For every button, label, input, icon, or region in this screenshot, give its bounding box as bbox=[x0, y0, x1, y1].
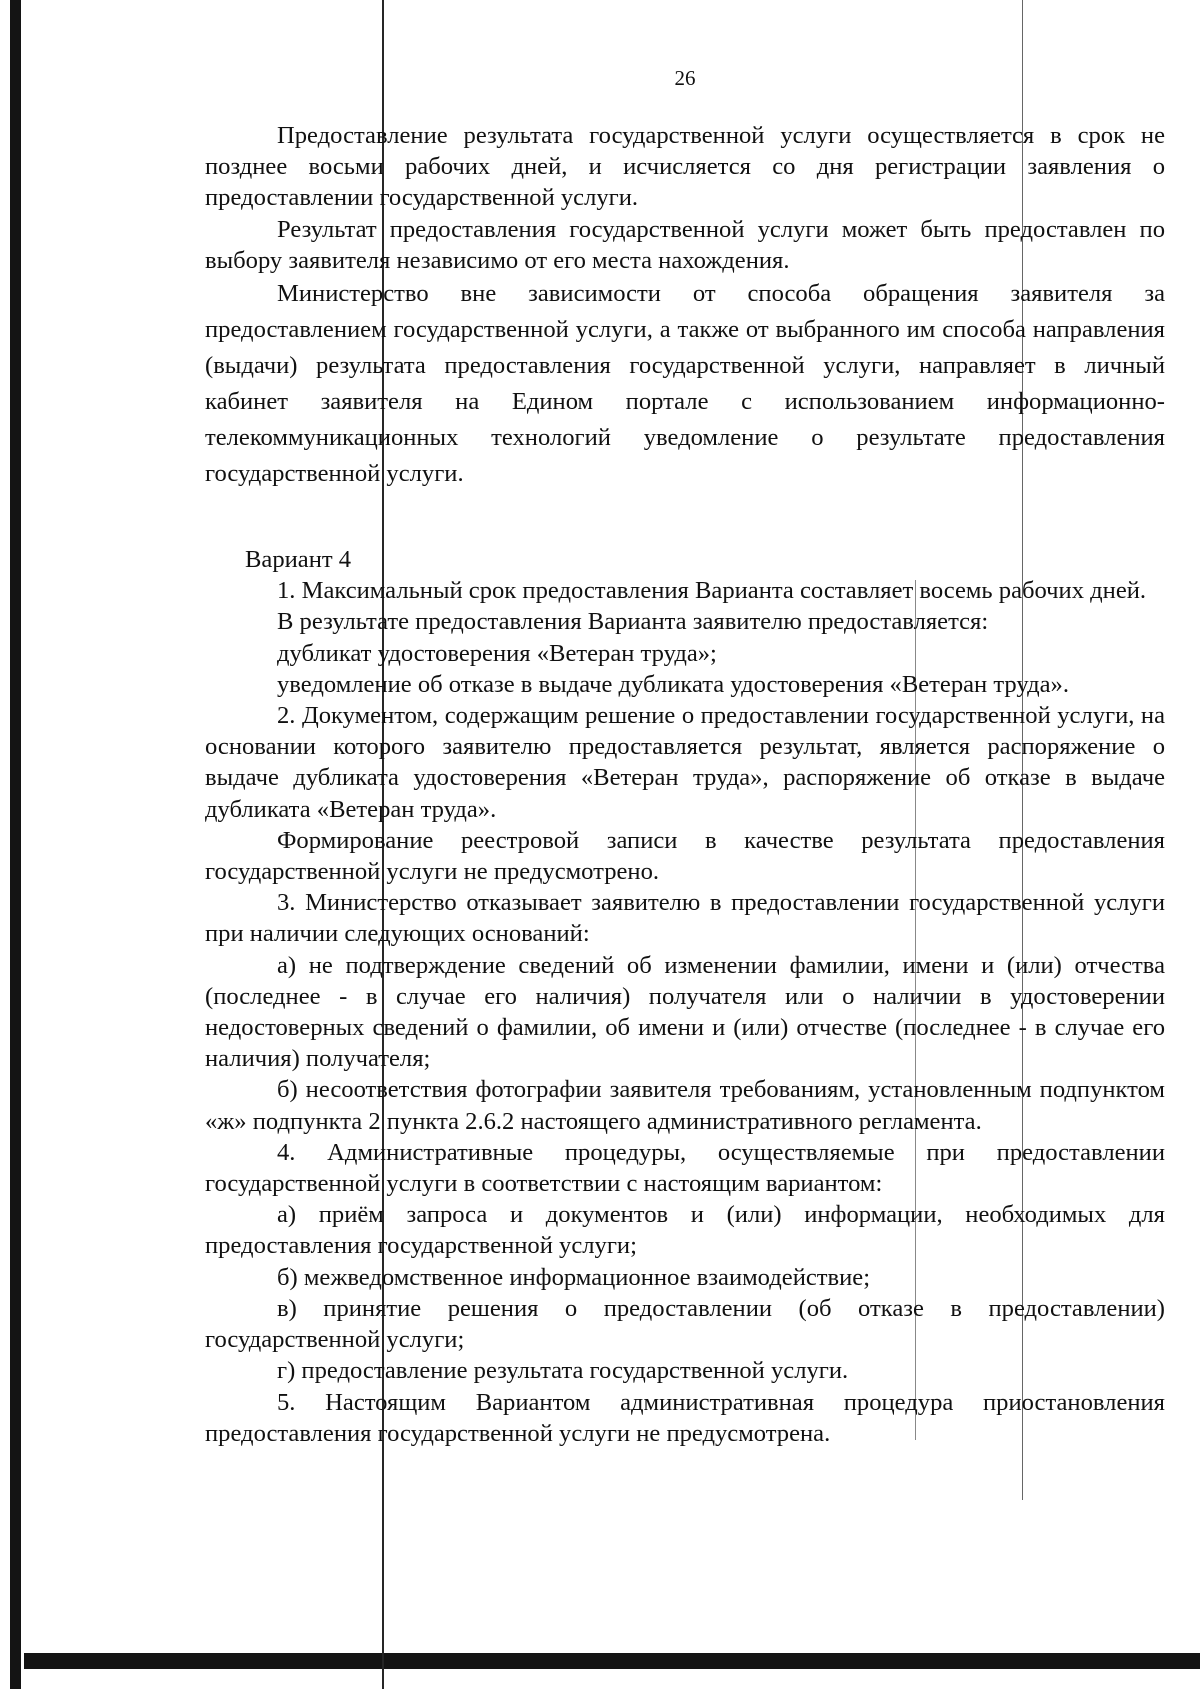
paragraph: уведомление об отказе в выдаче дубликата удостоверения «Ветеран труда». bbox=[277, 670, 1069, 698]
section-heading: Вариант 4 bbox=[245, 546, 352, 574]
page-number: 26 bbox=[674, 66, 696, 90]
paragraph: В результате предоставления Варианта заявителю предоставляется: bbox=[277, 608, 989, 636]
paragraph: Результат предоставления государственной услуги может быть предоставлен по выбору заявителя независимо от его места нахождения. bbox=[205, 215, 1165, 274]
scan-bottom-border bbox=[24, 1653, 1200, 1669]
paragraph: в) принятие решения о предоставлении (об отказе в предоставлении) государственной услуги; bbox=[205, 1294, 1165, 1354]
paragraph: Предоставление результата государственной услуги осуществляется в срок не позднее восьми рабочих дней, и исчисляется со дня регистрации заявления о предоставлении государственной услуги. bbox=[205, 122, 1165, 212]
paragraph: а) не подтверждение сведений об изменении фамилии, имени и (или) отчества (последнее - в случае его наличия) получателя или о наличии в удостоверении недостоверных сведений о фамилии, об имени и (или) отчестве (последнее - в случае его наличия) получателя; bbox=[205, 951, 1165, 1073]
paragraph: 4. Административные процедуры, осуществляемые при предоставлении государственной услуги в соответствии с настоящим вариантом: bbox=[205, 1138, 1165, 1198]
paragraph: 3. Министерство отказывает заявителю в предоставлении государственной услуги при наличии следующих оснований: bbox=[205, 889, 1165, 948]
scan-left-border bbox=[10, 0, 21, 1689]
paragraph: а) приём запроса и документов и (или) информации, необходимых для предоставления государственной услуги; bbox=[205, 1201, 1165, 1260]
paragraph: 5. Настоящим Вариантом административная процедура приостановления предоставления государственной услуги не предусмотрена. bbox=[205, 1388, 1165, 1447]
paragraph: Министерство вне зависимости от способа обращения заявителя за предоставлением государственной услуги, а также от выбранного им способа направления (выдачи) результата предоставления государственной услуги, направляет в личный кабинет заявителя на Едином портале с использованием информационно-телекоммуникационных технологий уведомление о результате предоставления государственной услуги. bbox=[205, 280, 1165, 488]
paragraph: 2. Документом, содержащим решение о предоставлении государственной услуги, на основании которого заявителю предоставляется результат, является распоряжение о выдаче дубликата удостоверения «Ветеран труда», распоряжение об отказе в выдаче дубликата «Ветеран труда». bbox=[205, 702, 1165, 823]
paragraph: г) предоставление результата государственной услуги. bbox=[277, 1357, 849, 1385]
paragraph: б) несоответствия фотографии заявителя требованиям, установленным подпунктом «ж» подпункта 2 пункта 2.6.2 настоящего административного регламента. bbox=[205, 1076, 1165, 1135]
paragraph: дубликат удостоверения «Ветеран труда»; bbox=[277, 639, 717, 667]
paragraph: 1. Максимальный срок предоставления Варианта составляет восемь рабочих дней. bbox=[277, 577, 1147, 605]
paragraph: б) межведомственное информационное взаимодействие; bbox=[277, 1263, 871, 1291]
paragraph: Формирование реестровой записи в качестве результата предоставления государственной услуги не предусмотрено. bbox=[205, 826, 1165, 886]
document-body bbox=[205, 120, 1165, 1449]
